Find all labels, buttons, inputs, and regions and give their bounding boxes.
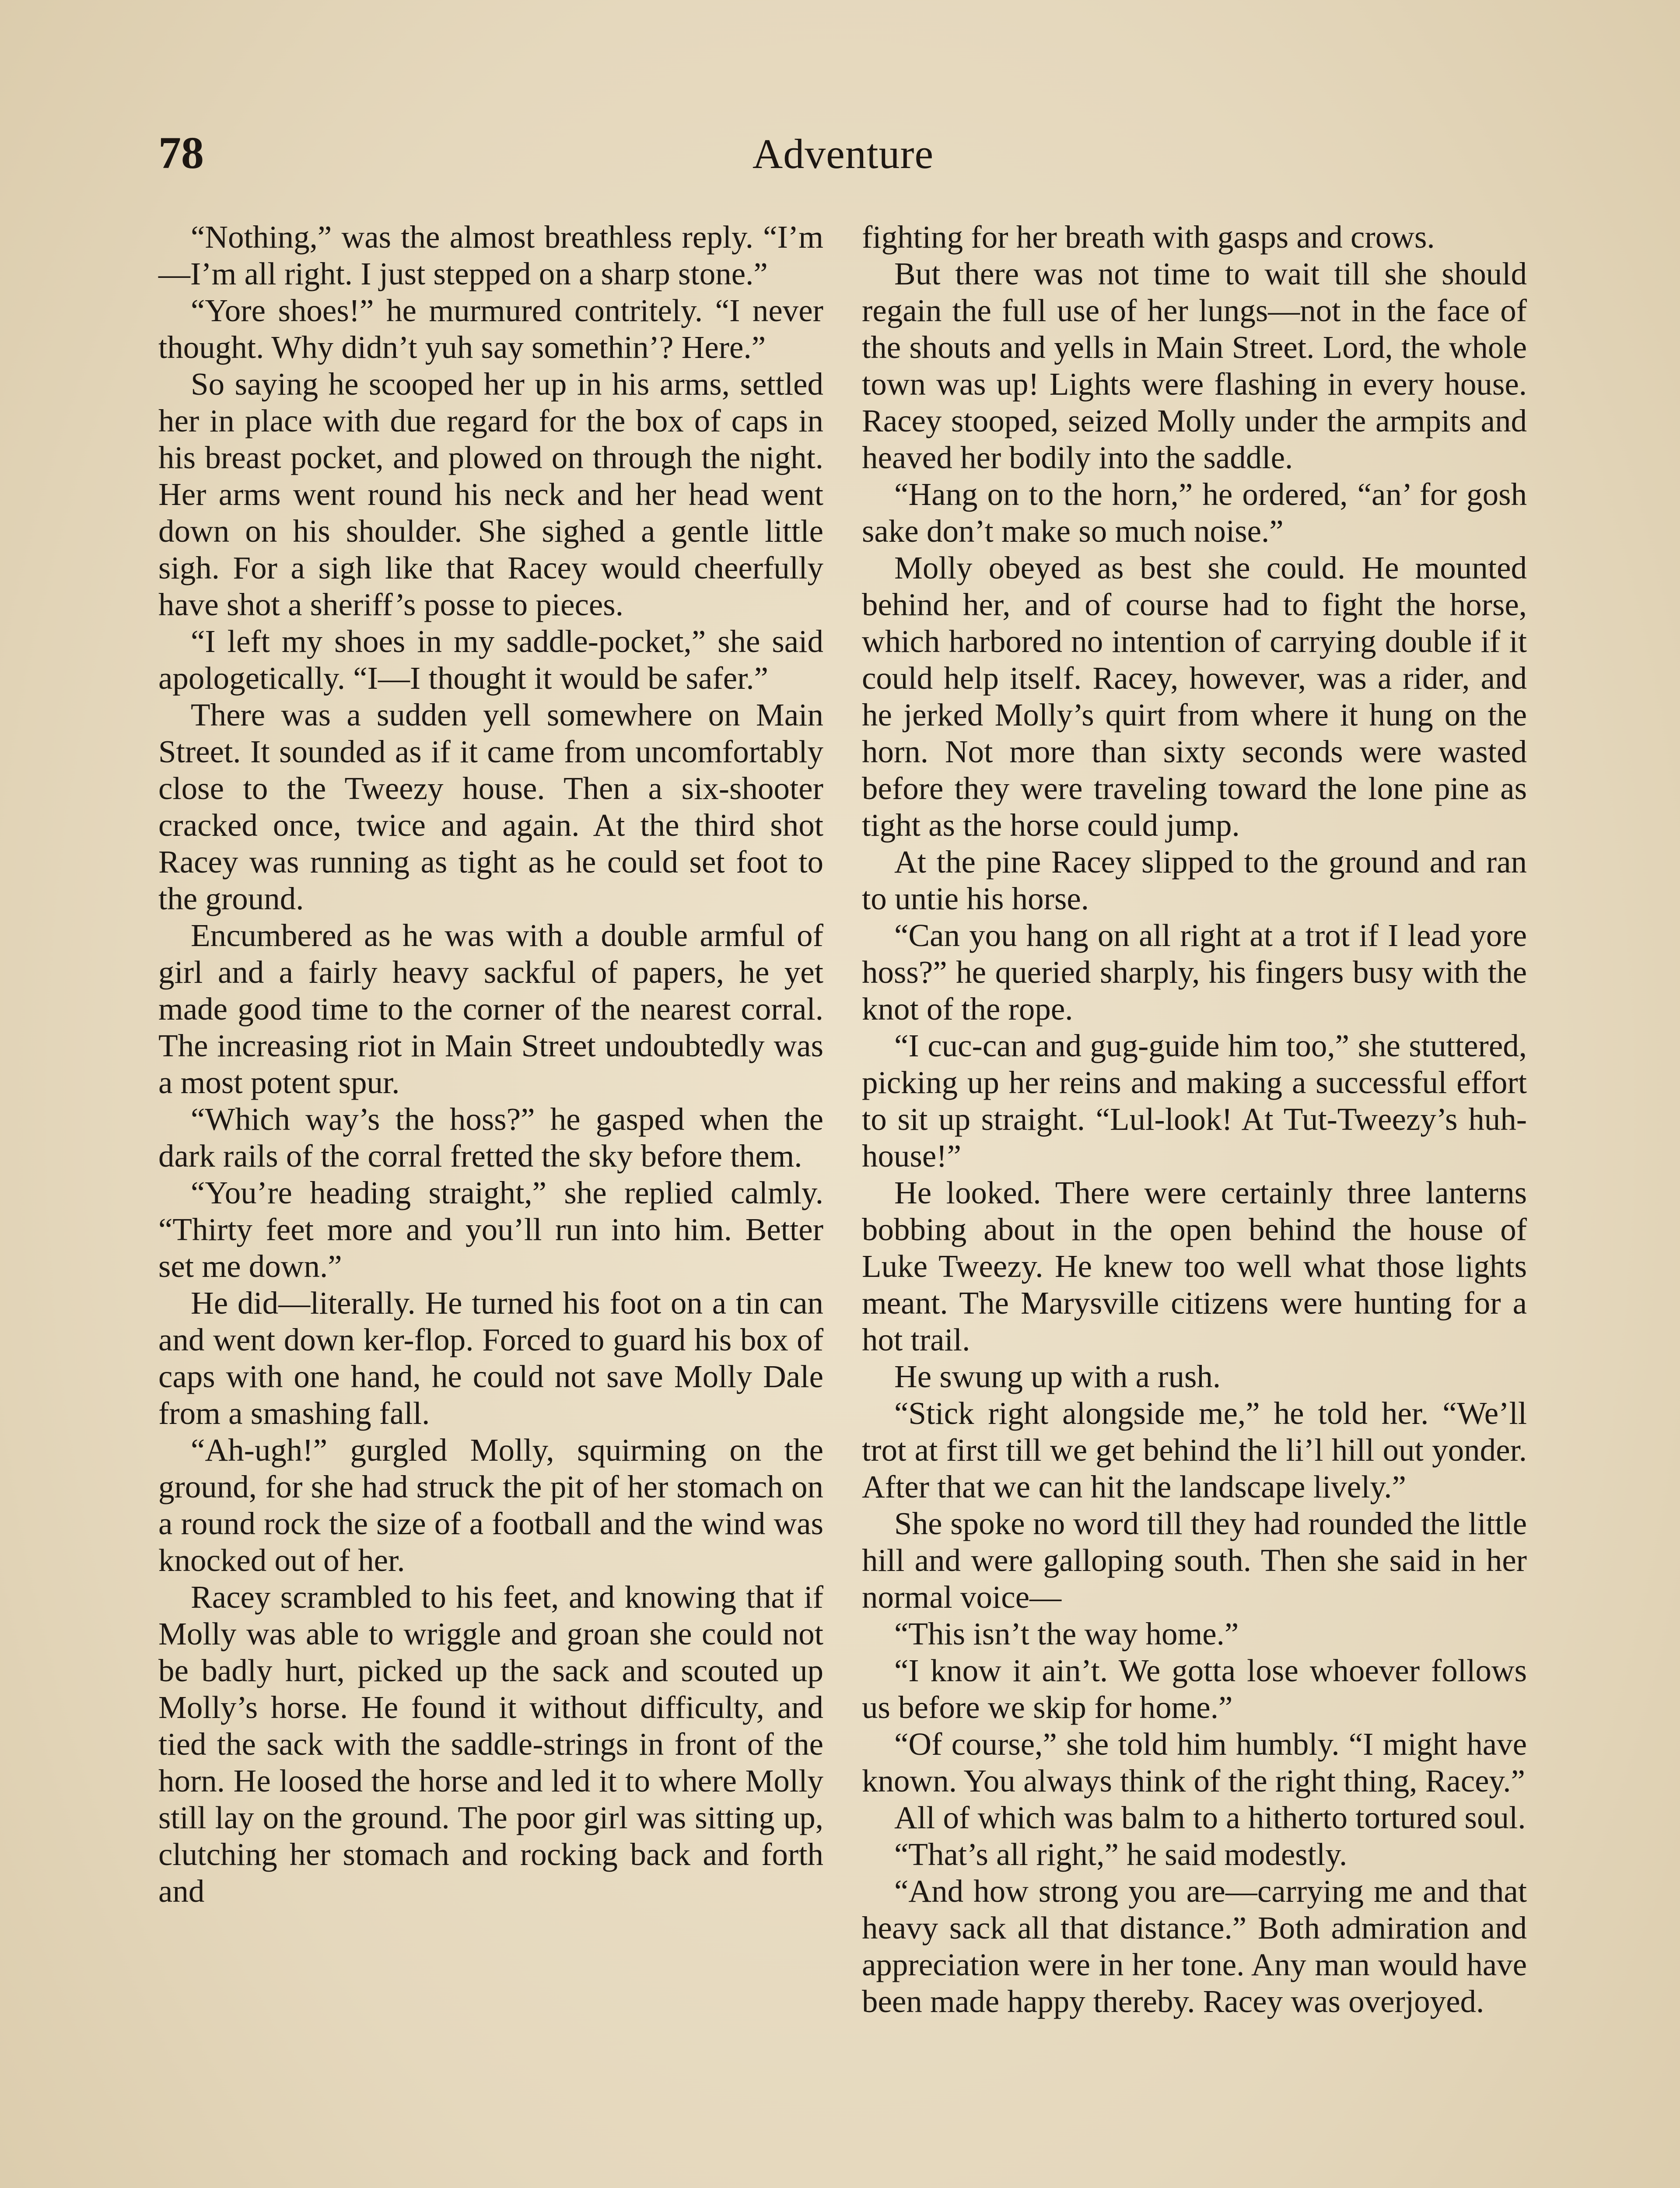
paragraph: He swung up with a rush. [894, 1359, 1221, 1394]
paragraph: “And how strong you are—carrying me and that heavy sack all that distance.” Both admiration and appreciation were in her tone. Any man would have been made happy thereby. Racey was overjoyed. [862, 1873, 1527, 2019]
running-title: Adventure [752, 130, 934, 177]
paragraph: “Hang on to the horn,” he ordered, “an’ for gosh sake don’t make so much noise.” [862, 477, 1527, 549]
paragraph: He looked. There were certainly three lanterns bobbing about in the open behind the house of Luke Tweezy. He knew too well what those lights meant. The Marysville citizens were hunting for a hot trail. [862, 1175, 1527, 1357]
paragraph: Molly obeyed as best she could. He mounted behind her, and of course had to fight the horse, which harbored no intention of carrying double if it could help itself. Racey, however, was a rider, and he jerked Molly’s quirt from where it hung on the horn. Not more than sixty seconds were wasted before they were traveling toward the lone pine as tight as the horse could jump. [862, 550, 1527, 843]
right-column [862, 219, 1527, 2020]
paragraph: “I cuc-can and gug-guide him too,” she stuttered, picking up her reins and making a successful effort to sit up straight. “Lul-look! At Tut-Tweezy’s huh-house!” [862, 1028, 1527, 1174]
page-number: 78 [158, 128, 204, 178]
page-header [158, 118, 1528, 193]
paragraph: “You’re heading straight,” she replied calmly. “Thirty feet more and you’ll run into him. Better set me down.” [158, 1175, 823, 1284]
paragraph-continued: fighting for her breath with gasps and crows. [862, 219, 1435, 255]
paragraph: “Ah-ugh!” gurgled Molly, squirming on the ground, for she had struck the pit of her stomach on a round rock the size of a football and the wind was knocked out of her. [158, 1432, 823, 1578]
paragraph: Racey scrambled to his feet, and knowing that if Molly was able to wriggle and groan she could not be badly hurt, picked up the sack and scouted up Molly’s horse. He found it without difficulty, and tied the sack with the saddle-strings in front of the horn. He loosed the horse and led it to where Molly still lay on the ground. The poor girl was sitting up, clutching her stomach and rocking back and forth and [158, 1579, 823, 1909]
paragraph: “I know it ain’t. We gotta lose whoever follows us before we skip for home.” [862, 1653, 1527, 1725]
paragraph: “I left my shoes in my saddle-pocket,” she said apologetically. “I—I thought it would be safer.” [158, 624, 823, 696]
paragraph: “Stick right alongside me,” he told her. “We’ll trot at first till we get behind the li’l hill out yonder. After that we can hit the landscape lively.” [862, 1396, 1527, 1504]
paragraph: She spoke no word till they had rounded the little hill and were galloping south. Then she said in her normal voice— [862, 1506, 1527, 1615]
paragraph: All of which was balm to a hitherto tortured soul. [894, 1800, 1526, 1835]
paragraph: Encumbered as he was with a double armful of girl and a fairly heavy sackful of papers, he yet made good time to the corner of the nearest corral. The increasing riot in Main Street undoubtedly was a most potent spur. [158, 918, 823, 1100]
paragraph: There was a sudden yell somewhere on Main Street. It sounded as if it came from uncomfortably close to the Tweezy house. Then a six-shooter cracked once, twice and again. At the third shot Racey was running as tight as he could set foot to the ground. [158, 697, 823, 916]
paragraph: “This isn’t the way home.” [894, 1616, 1239, 1652]
paragraph: He did—literally. He turned his foot on a tin can and went down ker-flop. Forced to guard his box of caps with one hand, he could not save Molly Dale from a smashing fall. [158, 1285, 823, 1431]
paragraph: So saying he scooped her up in his arms, settled her in place with due regard for the box of caps in his breast pocket, and plowed on through the night. Her arms went round his neck and her head went down on his shoulder. She sighed a gentle little sigh. For a sigh like that Racey would cheerfully have shot a sheriff’s posse to pieces. [158, 366, 823, 622]
paragraph: But there was not time to wait till she should regain the full use of her lungs—not in the face of the shouts and yells in Main Street. Lord, the whole town was up! Lights were flashing in every house. Racey stooped, seized Molly under the armpits and heaved her bodily into the saddle. [862, 256, 1527, 475]
paragraph: “Nothing,” was the almost breathless reply. “I’m—I’m all right. I just stepped on a sharp stone.” [158, 219, 823, 291]
paragraph: “Which way’s the hoss?” he gasped when the dark rails of the corral fretted the sky before them. [158, 1101, 823, 1174]
paragraph: “Of course,” she told him humbly. “I might have known. You always think of the right thing, Racey.” [862, 1726, 1527, 1799]
paragraph: At the pine Racey slipped to the ground and ran to untie his horse. [862, 844, 1527, 916]
paragraph: “Yore shoes!” he murmured contritely. “I never thought. Why didn’t yuh say somethin’? Here.” [158, 293, 823, 365]
paragraph: “That’s all right,” he said modestly. [894, 1837, 1348, 1872]
left-column [158, 219, 823, 1910]
paragraph: “Can you hang on all right at a trot if I lead yore hoss?” he queried sharply, his fingers busy with the knot of the rope. [862, 918, 1527, 1027]
